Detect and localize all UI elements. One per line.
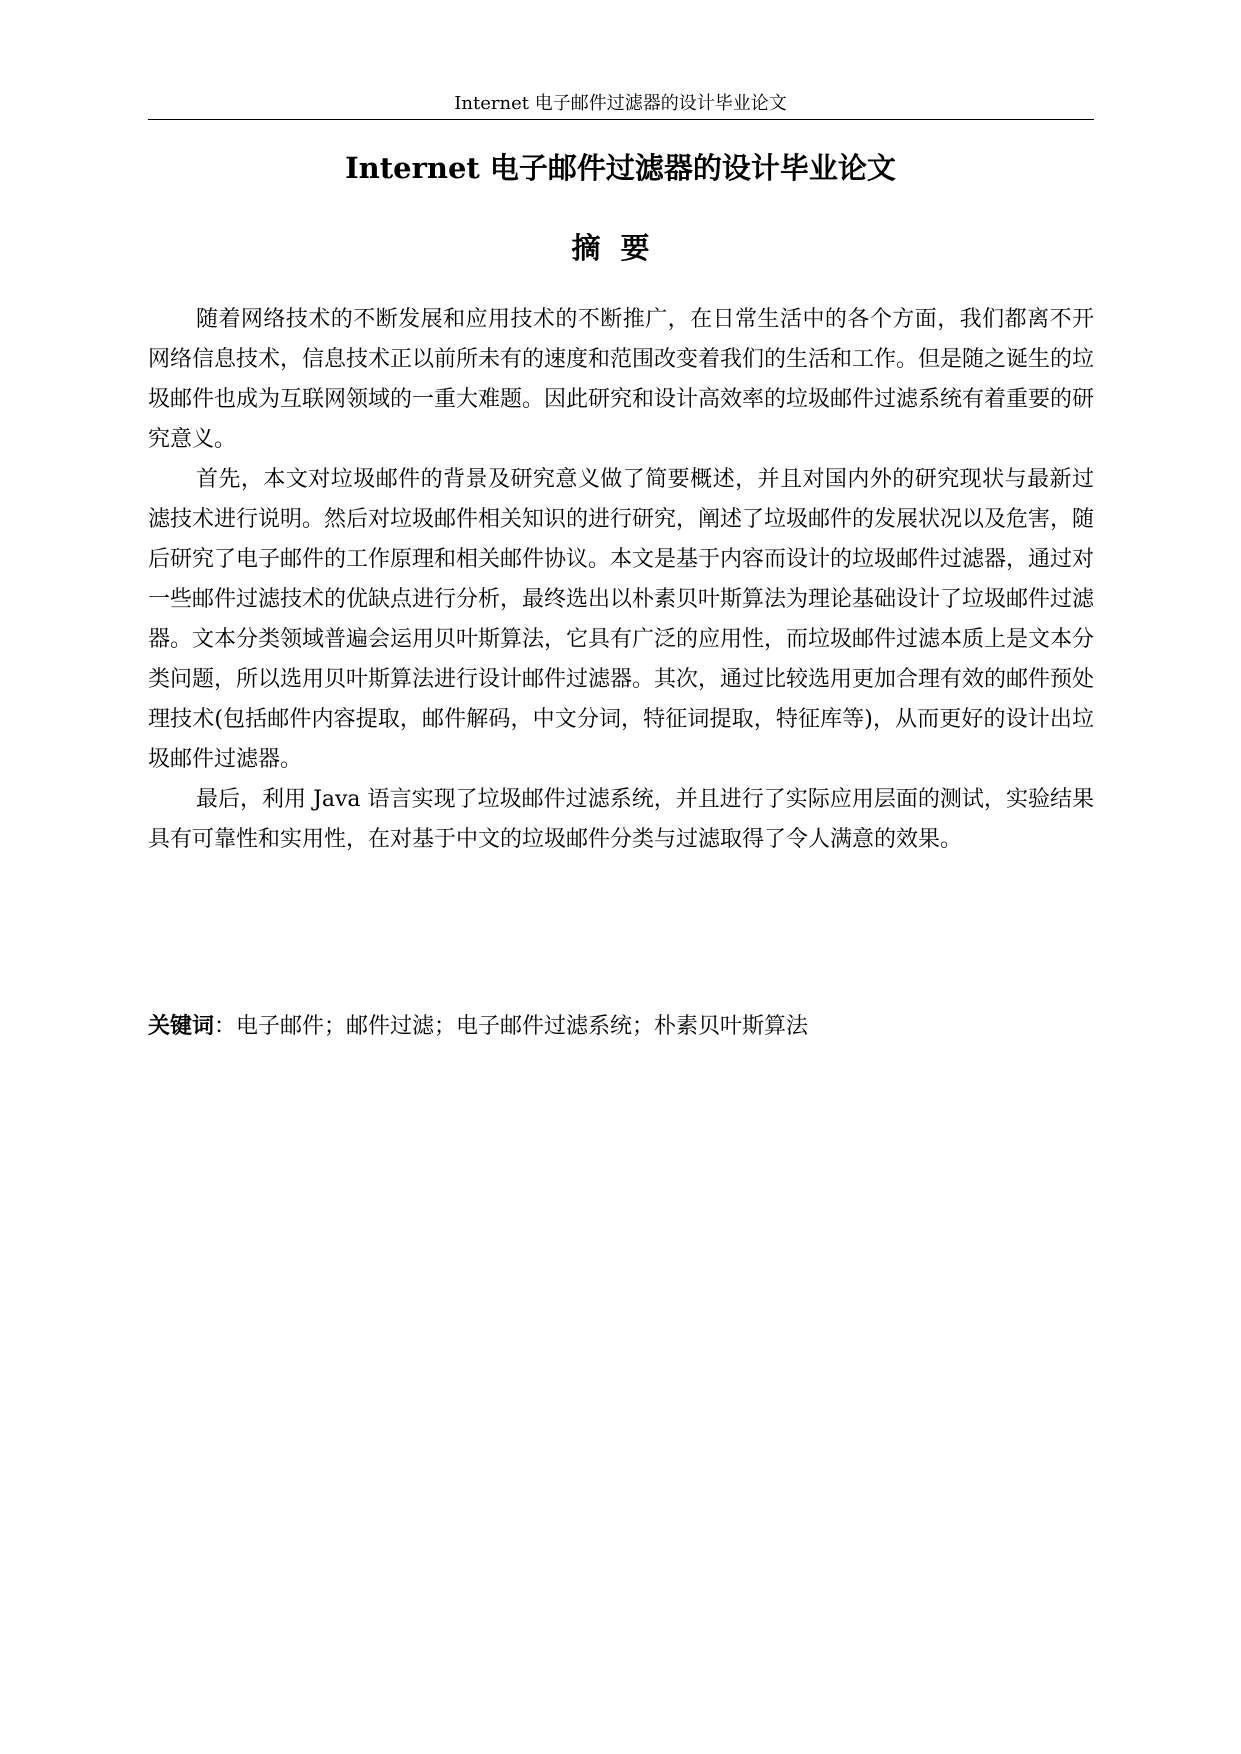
- document-title: Internet 电子邮件过滤器的设计毕业论文: [345, 151, 896, 185]
- keywords-values: 电子邮件；邮件过滤；电子邮件过滤系统；朴素贝叶斯算法: [236, 1014, 809, 1039]
- abstract-body: [148, 300, 1094, 860]
- keywords-label: 关键词: [148, 1013, 215, 1039]
- abstract-paragraph: 随着网络技术的不断发展和应用技术的不断推广，在日常生活中的各个方面，我们都离不开网络信息技术，信息技术正以前所未有的速度和范围改变着我们的生活和工作。但是随之诞生的垃圾邮件也成为互联网领域的一重大难题。因此研究和设计高效率的垃圾邮件过滤系统有着重要的研究意义。: [148, 307, 1095, 452]
- abstract-heading: 摘要: [571, 231, 670, 265]
- header-divider: [148, 119, 1094, 120]
- abstract-paragraph: 首先，本文对垃圾邮件的背景及研究意义做了简要概述，并且对国内外的研究现状与最新过滤技术进行说明。然后对垃圾邮件相关知识的进行研究，阐述了垃圾邮件的发展状况以及危害，随后研究了电子邮件的工作原理和相关邮件协议。本文是基于内容而设计的垃圾邮件过滤器，通过对一些邮件过滤技术的优缺点进行分析，最终选出以朴素贝叶斯算法为理论基础设计了垃圾邮件过滤器。文本分类领域普遍会运用贝叶斯算法，它具有广泛的应用性，而垃圾邮件过滤本质上是文本分类问题，所以选用贝叶斯算法进行设计邮件过滤器。其次，通过比较选用更加合理有效的邮件预处理技术(包括邮件内容提取，邮件解码，中文分词，特征词提取，特征库等)，从而更好的设计出垃圾邮件过滤器。: [148, 467, 1095, 772]
- keywords-separator: ：: [214, 1014, 237, 1039]
- keywords-line: [148, 1006, 1094, 1047]
- abstract-paragraph: 最后，利用 Java 语言实现了垃圾邮件过滤系统，并且进行了实际应用层面的测试，实验结果具有可靠性和实用性，在对基于中文的垃圾邮件分类与过滤取得了令人满意的效果。: [148, 787, 1094, 852]
- running-header: Internet 电子邮件过滤器的设计毕业论文: [454, 93, 787, 114]
